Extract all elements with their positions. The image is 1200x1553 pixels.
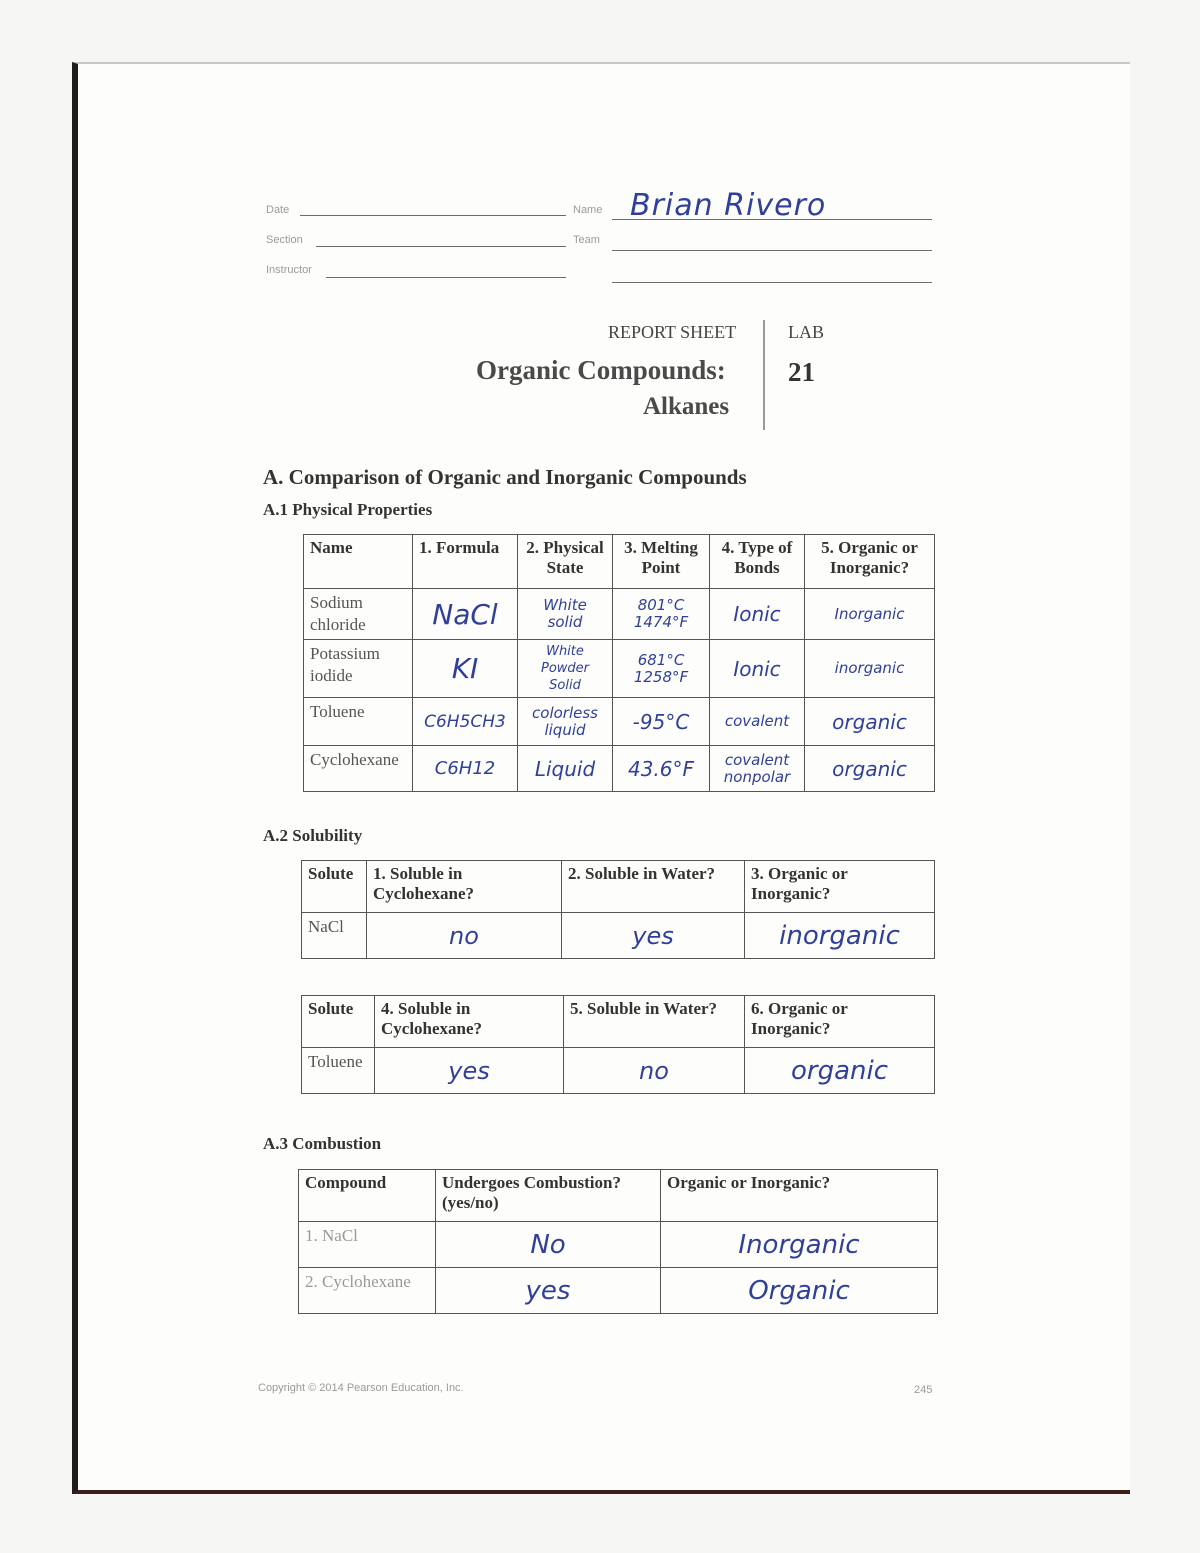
organic-cell: Organic [661,1268,938,1314]
melting-cell: 43.6°F [613,746,710,792]
combustion-cell: No [436,1222,661,1268]
solute-cell: Toluene [302,1048,375,1094]
date-field [300,214,566,216]
combustion-table [298,1169,938,1314]
header-name: Name [304,535,413,589]
header-physical-state: 2. Physical State [518,535,613,589]
table-row [304,698,935,746]
page-number: 245 [914,1384,933,1396]
section-a-title: A. Comparison of Organic and Inorganic Compounds [263,465,747,489]
header-soluble-cyclohexane: 4. Soluble in Cyclohexane? [375,996,564,1048]
header-solute: Solute [302,861,367,913]
table-row [304,640,935,698]
formula-cell: KI [413,640,518,698]
report-sheet-label: REPORT SHEET [608,322,737,342]
organic-cell: Inorganic [661,1222,938,1268]
date-label: Date [266,204,290,216]
header-soluble-water: 5. Soluble in Water? [564,996,745,1048]
organic-cell: inorganic [805,640,935,698]
header-organic-inorganic: Organic or Inorganic? [661,1170,938,1222]
melting-cell: -95°C [613,698,710,746]
solute-cell: NaCl [302,913,367,959]
section-field [316,245,566,247]
header-type-of-bonds: 4. Type of Bonds [710,535,805,589]
organic-cell: inorganic [745,913,935,959]
melting-cell: 681°C 1258°F [613,640,710,698]
lab-label: LAB [788,322,824,342]
header-melting-point: 3. Melting Point [613,535,710,589]
student-name-handwritten: Brian Rivero [630,188,827,223]
blank-field [612,281,932,283]
a3-title: A.3 Combustion [263,1134,382,1153]
organic-cell: Inorganic [805,589,935,640]
title-divider [763,320,765,430]
combustion-cell: yes [436,1268,661,1314]
header-soluble-cyclohexane: 1. Soluble in Cyclohexane? [367,861,562,913]
header-undergoes-combustion: Undergoes Combustion? (yes/no) [436,1170,661,1222]
state-cell: White solid [518,589,613,640]
cyclohexane-cell: no [367,913,562,959]
water-cell: no [564,1048,745,1094]
bonds-cell: Ionic [710,589,805,640]
row-name: Cyclohexane [304,746,413,792]
table-row [304,589,935,640]
page-title-line2: Alkanes [643,393,730,420]
formula-cell: C6H5CH3 [413,698,518,746]
bonds-cell: covalent [710,698,805,746]
page-title-line1: Organic Compounds: [476,355,726,385]
table-row [302,913,935,959]
lab-number: 21 [788,357,815,387]
bonds-cell: Ionic [710,640,805,698]
header-organic-inorganic: 6. Organic or Inorganic? [745,996,935,1048]
physical-properties-table [303,534,935,792]
a2-title: A.2 Solubility [263,826,363,845]
copyright-text: Copyright © 2014 Pearson Education, Inc. [258,1382,464,1394]
compound-cell: 1. NaCl [299,1222,436,1268]
name-field [612,218,932,220]
state-cell: Liquid [518,746,613,792]
organic-cell: organic [805,746,935,792]
table-row [299,1222,938,1268]
team-label: Team [573,234,600,246]
organic-cell: organic [745,1048,935,1094]
solubility-table-nacl [301,860,935,959]
water-cell: yes [562,913,745,959]
table-row [302,1048,935,1094]
melting-cell: 801°C 1474°F [613,589,710,640]
row-name: Sodium chloride [304,589,413,640]
header-solute: Solute [302,996,375,1048]
formula-cell: NaCl [413,589,518,640]
compound-cell: 2. Cyclohexane [299,1268,436,1314]
name-label: Name [573,204,603,216]
table-row [299,1268,938,1314]
state-cell: colorless liquid [518,698,613,746]
header-formula: 1. Formula [413,535,518,589]
section-label: Section [266,234,303,246]
organic-cell: organic [805,698,935,746]
team-field [612,249,932,251]
a1-title: A.1 Physical Properties [263,500,433,519]
row-name: Toluene [304,698,413,746]
instructor-label: Instructor [266,264,312,276]
header-organic-inorganic: 5. Organic or Inorganic? [805,535,935,589]
header-compound: Compound [299,1170,436,1222]
formula-cell: C6H12 [413,746,518,792]
bonds-cell: covalent nonpolar [710,746,805,792]
solubility-table-toluene [301,995,935,1094]
table-row [304,746,935,792]
header-soluble-water: 2. Soluble in Water? [562,861,745,913]
instructor-field [326,276,566,278]
header-organic-inorganic: 3. Organic or Inorganic? [745,861,935,913]
state-cell: White Powder Solid [518,640,613,698]
cyclohexane-cell: yes [375,1048,564,1094]
row-name: Potassium iodide [304,640,413,698]
